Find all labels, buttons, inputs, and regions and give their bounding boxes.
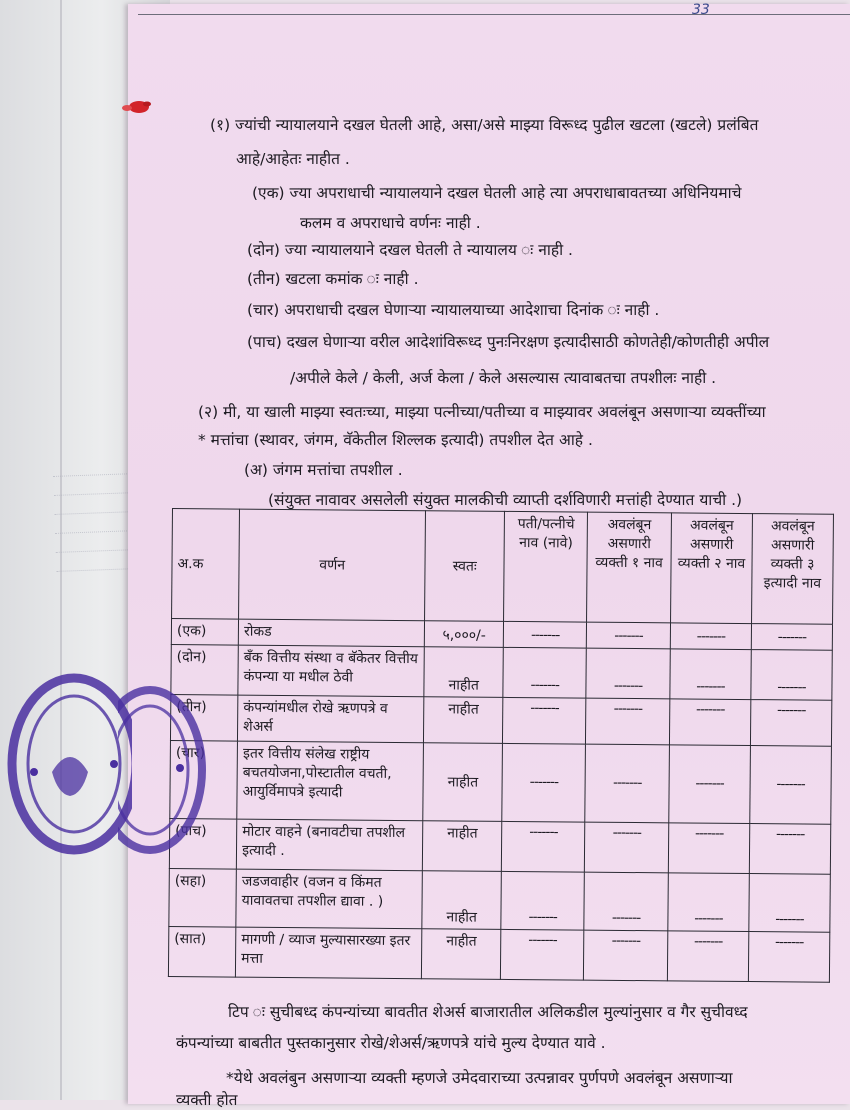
para1-item1-line2: कलम व अपराधाचे वर्णनः नाही .: [300, 214, 481, 232]
page-number: 33: [692, 2, 710, 18]
col-header-dependent2: अवलंबून असणारी व्यक्ती २ नाव: [671, 513, 753, 624]
row-self-value: नाहीत: [424, 647, 504, 698]
table-row: [171, 644, 832, 700]
row-dep1-value: -------: [586, 648, 670, 699]
row-self-value: नाहीत: [423, 821, 503, 872]
para2-line2: * मत्तांचा (स्थावर, जंगम, वॅकेतील शिल्लक इत्यादी) तपशील देत आहे .: [198, 431, 593, 449]
para2-note: (संयुक्त नावावर असलेली संयुक्त मालकीची व्याप्ती दर्शविणारी मत्तांही देण्यात याची .): [268, 491, 743, 509]
row-dep2-value: -------: [667, 931, 748, 982]
row-serial: (तीन): [170, 694, 238, 741]
footnote-line2: व्यक्ती होत: [176, 1091, 238, 1109]
row-dep2-value: -------: [668, 823, 749, 874]
row-dep1-value: -------: [587, 622, 671, 649]
table-row: [169, 868, 830, 932]
row-dep2-value: -------: [670, 623, 751, 650]
row-description: कंपन्यांमधील रोखे ऋणपत्रे व शेअर्स: [238, 695, 424, 743]
row-dep2-value: -------: [670, 649, 751, 700]
row-description: इतर वित्तीय संलेख राष्ट्रीय बचतयोजना,पोस्टातील वचती, आयुर्विमापत्रे इत्यादी: [237, 741, 424, 821]
row-dep3-value: -------: [750, 700, 831, 747]
row-spouse-value: -------: [501, 929, 584, 980]
row-description: रोकड: [238, 619, 424, 647]
row-serial: (दोन): [171, 644, 239, 695]
row-self-value: नाहीत: [424, 697, 503, 744]
table-row: [170, 740, 832, 824]
row-dep1-value: -------: [586, 698, 670, 745]
row-self-value: ५,०००/-: [425, 621, 504, 648]
row-description: जडजवाहीर (वजन व किंमत यावावतचा तपशील द्यावा . ): [236, 869, 423, 929]
row-serial: (पाच): [169, 818, 237, 869]
row-description: मागणी / व्याज मुल्यासारख्या इतर मत्ता: [236, 927, 423, 979]
row-dep1-value: -------: [584, 872, 668, 931]
row-self-value: नाहीत: [422, 871, 502, 930]
movable-assets-table: [168, 508, 834, 983]
col-header-description: वर्णन: [239, 509, 426, 621]
row-serial: (सहा): [169, 868, 237, 927]
row-dep1-value: -------: [585, 822, 669, 873]
col-header-serial: अ.क: [172, 509, 240, 620]
row-dep1-value: -------: [585, 744, 669, 823]
table-header-row: [172, 509, 834, 625]
row-dep3-value: -------: [751, 624, 832, 651]
official-round-stamp-2: [118, 682, 210, 860]
para1-item5-line2: /अपीले केले / केली, अर्ज केला / केले असल्यास त्यावाबतचा तपशीलः नाही .: [290, 369, 717, 387]
tip-line1: टिप ः सुचीबध्द कंपन्यांच्या बावतीत शेअर्स बाजारातील अलिकडील मुल्यांनुसार व गैर सुचीवध्द: [228, 1003, 748, 1021]
table-row: [168, 926, 829, 982]
para1-item5-line1: (पाच) दखल घेणाऱ्या वरील आदेशांविरूध्द पुनःनिरक्षण इत्यादीसाठी कोणतेही/कोणतीही अपील: [247, 333, 770, 351]
row-description: बँक वित्तीय संस्था व बॅकेतर वित्तीय कंपन्या या मधील ठेवी: [238, 645, 425, 697]
row-description: मोटार वाहने (बनावटीचा तपशील इत्यादी .: [236, 819, 423, 871]
row-spouse-value: -------: [504, 621, 587, 648]
row-dep1-value: -------: [584, 930, 668, 981]
row-self-value: नाहीत: [423, 743, 503, 822]
row-dep2-value: -------: [669, 745, 751, 824]
row-dep3-value: -------: [749, 824, 830, 875]
col-header-dependent3: अवलंबून असणारी व्यक्ती ३ इत्यादी नाव: [751, 514, 833, 625]
para2-sub: (अ) जंगम मत्तांचा तपशील .: [244, 461, 403, 479]
row-serial: (सात): [168, 926, 236, 977]
row-spouse-value: -------: [502, 743, 586, 822]
row-dep3-value: -------: [750, 746, 832, 825]
row-spouse-value: -------: [501, 871, 584, 930]
row-dep3-value: -------: [749, 874, 831, 933]
top-edge-line: [138, 14, 850, 15]
tip-line2: कंपन्यांच्या बाबतीत पुस्तकानुसार रोखे/शेअर्स/ऋणपत्रे यांचे मुल्य देण्यात यावे .: [176, 1034, 606, 1052]
para1-line2: आहे/आहेतः नाहीत .: [236, 150, 350, 168]
para1-item4: (चार) अपराधाची दखल घेणाऱ्या न्यायालयाच्या आदेशाचा दिनांक ः नाही .: [247, 301, 660, 319]
para1-item2: (दोन) ज्या न्यायालयाने दखल घेतली ते न्यायालय ः नाही .: [247, 241, 573, 259]
row-serial: (चार): [170, 740, 238, 819]
red-seal-mark: [113, 97, 157, 117]
row-dep2-value: -------: [669, 699, 750, 746]
col-header-spouse: पती/पत्नीचे नाव (नावे): [504, 511, 588, 622]
row-serial: (एक): [171, 619, 238, 646]
table-row: [169, 818, 830, 874]
footnote-line1: *येथे अवलंबुन असणाऱ्या व्यक्ती म्हणजे उमेदवाराच्या उत्पन्नावर पुर्णपणे अवलंबून असणाऱ्या: [226, 1069, 733, 1087]
row-dep3-value: -------: [748, 932, 829, 983]
para1-item1-line1: (एक) ज्या अपराधाची न्यायालयाने दखल घेतली आहे त्या अपराधाबावतच्या अधिनियमाचे: [252, 184, 742, 202]
para2-line1: (२) मी, या खाली माझ्या स्वतःच्या, माझ्या पत्नीच्या/पतीच्या व माझ्यावर अवलंबून असणाऱ्या व्यक्तींच्या: [198, 403, 766, 421]
para1-line1: (१) ज्यांची न्यायालयाने दखल घेतली आहे, असा/असे माझ्या विरूध्द पुढील खटला (खटले) प्रलंबित: [210, 116, 759, 134]
table-row: [170, 694, 831, 746]
col-header-dependent1: अवलंबून असणारी व्यक्ती १ नाव: [587, 512, 672, 623]
row-dep2-value: -------: [668, 873, 749, 932]
row-spouse-value: -------: [502, 821, 585, 872]
col-header-self: स्वतः: [425, 511, 505, 622]
row-self-value: नाहीत: [422, 929, 502, 980]
para1-item3: (तीन) खटला कमांक ः नाही .: [247, 270, 419, 288]
row-spouse-value: -------: [503, 697, 586, 744]
row-spouse-value: -------: [503, 647, 586, 698]
row-dep3-value: -------: [751, 650, 832, 701]
official-round-stamp: [4, 672, 132, 862]
